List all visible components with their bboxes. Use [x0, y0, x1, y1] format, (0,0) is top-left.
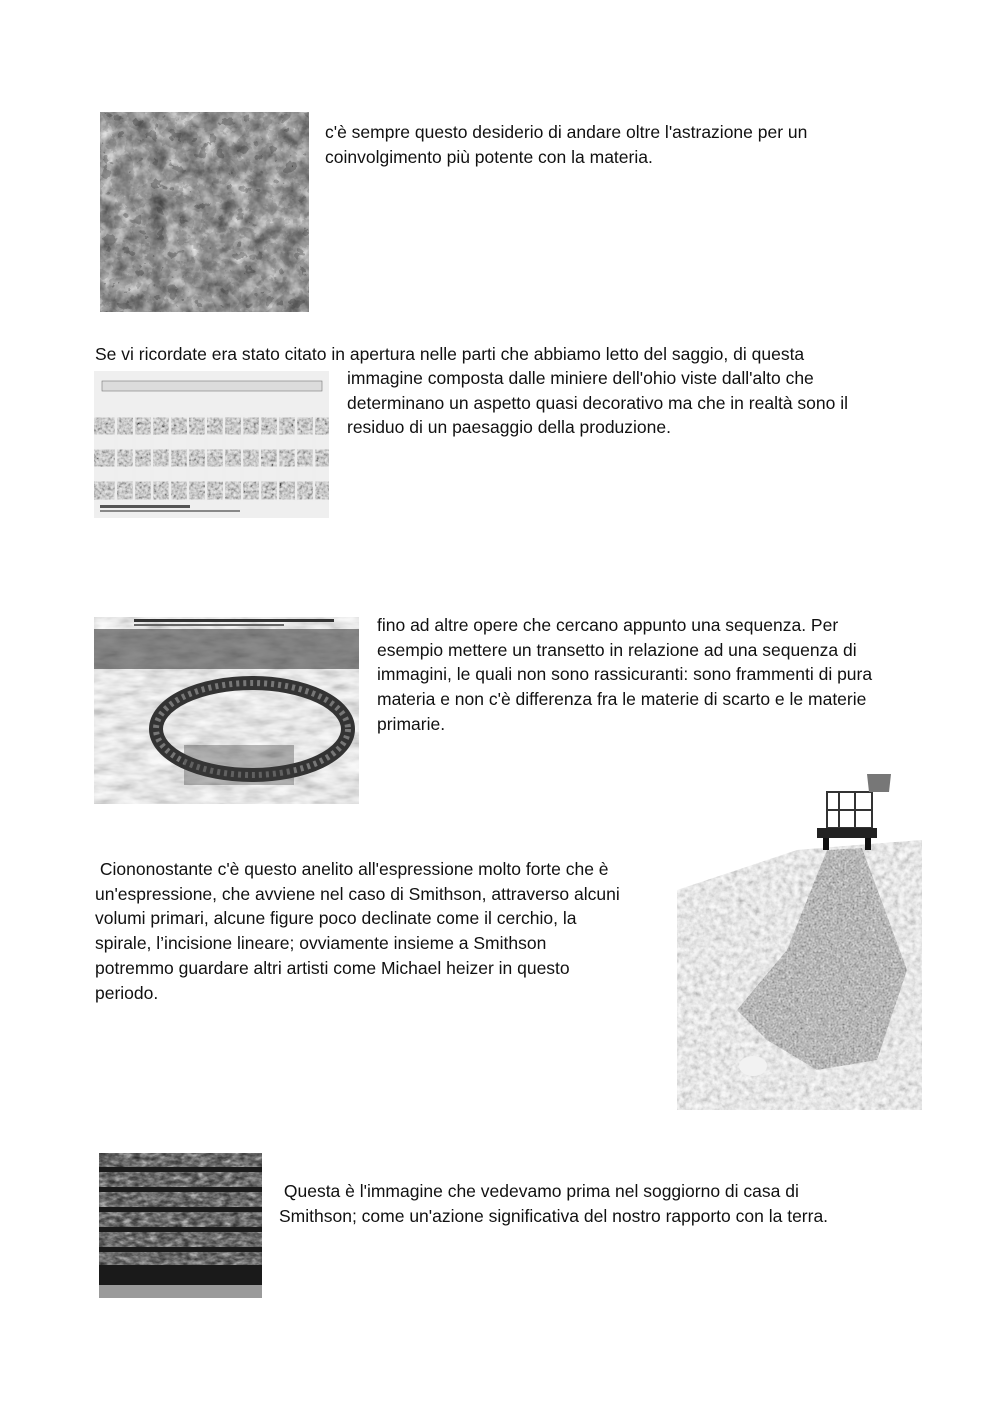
paragraph-line: coinvolgimento più potente con la materia. — [325, 146, 653, 167]
paragraph-line: Se vi ricordate era stato citato in apertura nelle parti che abbiamo letto del saggio, di questa — [95, 344, 805, 364]
paragraph-2-lead — [95, 342, 804, 367]
paragraph-line: materia e non c'è differenza fra le materie di scarto e le materie — [377, 689, 867, 710]
paragraph-line: esempio mettere un transetto in relazione ad una sequenza di — [377, 639, 857, 660]
paragraph-line: primarie. — [377, 713, 446, 734]
paragraph-line: potremmo guardare altri artisti come Michael heizer in questo — [95, 957, 570, 978]
paragraph-line: periodo. — [95, 982, 159, 1003]
paragraph-line: un'espressione, che avviene nel caso di Smithson, attraverso alcuni — [95, 883, 620, 904]
paragraph-line: spirale, l’incisione lineare; ovviamente insieme a Smithson — [95, 933, 547, 954]
paragraph-line: residuo di un paesaggio della produzione. — [347, 417, 671, 438]
aerial-mines-photo — [100, 112, 309, 312]
paragraph-line: Ciononostante c'è questo anelito all'espressione molto forte che è — [95, 859, 609, 879]
paragraph-3 — [377, 613, 872, 737]
paragraph-5 — [279, 1179, 828, 1228]
paragraph-2 — [347, 366, 848, 440]
paragraph-line: c'è sempre questo desiderio di andare oltre l'astrazione per un — [325, 122, 808, 142]
paragraph-line: immagini, le quali non sono rassicuranti: sono frammenti di pura — [377, 664, 873, 685]
ohio-mines-sequence-photo — [94, 371, 329, 518]
paragraph-line: fino ad altre opere che cercano appunto una sequenza. Per — [377, 615, 839, 635]
paragraph-line: determinano un aspetto quasi decorativo ma che in realtà sono il — [347, 392, 848, 413]
paragraph-line: immagine composta dalle miniere dell'ohio viste dall'alto che — [347, 368, 814, 388]
paragraph-1 — [325, 120, 807, 169]
paragraph-line: Smithson; come un'azione significativa del nostro rapporto con la terra. — [279, 1205, 829, 1226]
stone-layers-photo — [99, 1153, 262, 1298]
paragraph-4 — [95, 857, 620, 1005]
asphalt-rundown-photo — [677, 770, 922, 1110]
paragraph-line: volumi primari, alcune figure poco declinate come il cerchio, la — [95, 908, 577, 929]
broken-circle-photo — [94, 617, 359, 804]
paragraph-line: Questa è l'immagine che vedevamo prima nel soggiorno di casa di — [279, 1181, 799, 1201]
